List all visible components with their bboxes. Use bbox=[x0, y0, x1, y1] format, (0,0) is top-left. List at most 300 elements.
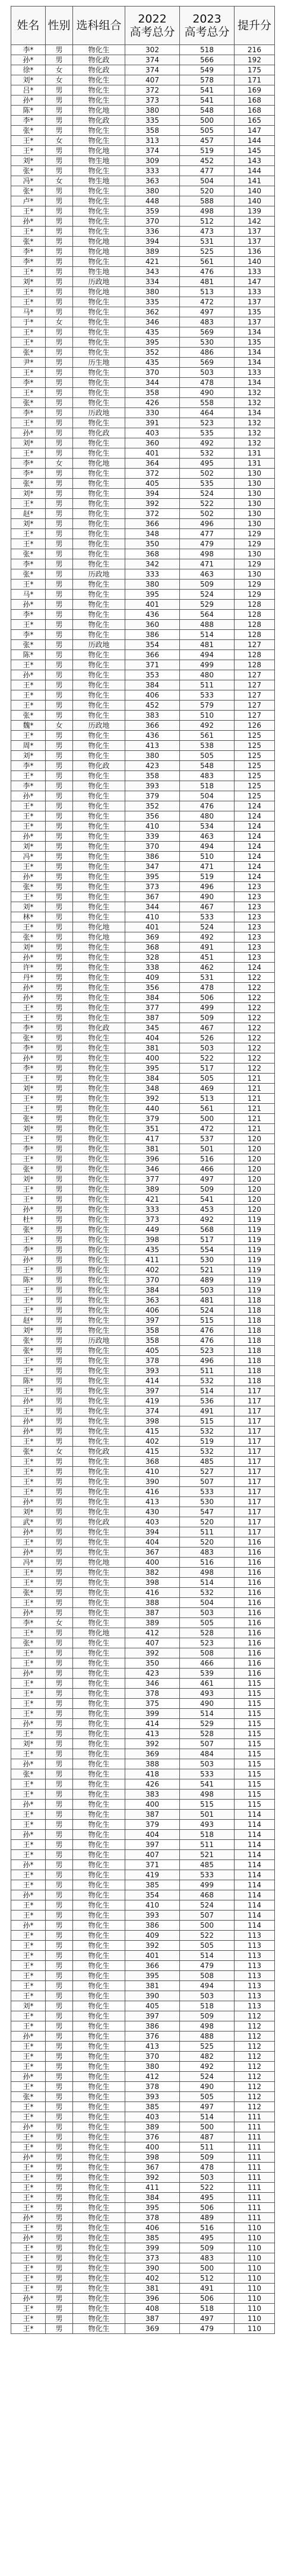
cell-subject-combo: 物化生 bbox=[73, 1719, 125, 1729]
cell-2023-score: 498 bbox=[180, 1568, 235, 1578]
cell-gender: 男 bbox=[46, 2042, 73, 2052]
cell-subject-combo: 物化生 bbox=[73, 811, 125, 821]
cell-gender: 男 bbox=[46, 1184, 73, 1195]
cell-subject-combo: 物生地 bbox=[73, 267, 125, 277]
cell-2023-score: 518 bbox=[180, 1830, 235, 1840]
cell-gender: 男 bbox=[46, 1154, 73, 1164]
cell-2022-score: 409 bbox=[125, 1931, 180, 1941]
cell-subject-combo: 物化生 bbox=[73, 2052, 125, 2062]
cell-gender: 男 bbox=[46, 307, 73, 317]
cell-gender: 男 bbox=[46, 2062, 73, 2072]
cell-2023-score: 482 bbox=[180, 2052, 235, 2062]
cell-name: 张* bbox=[11, 549, 46, 559]
cell-subject-combo: 物化生 bbox=[73, 1124, 125, 1134]
cell-gender: 男 bbox=[46, 2163, 73, 2173]
table-row bbox=[11, 267, 275, 277]
cell-subject-combo: 物化生 bbox=[73, 469, 125, 479]
cell-gender: 男 bbox=[46, 1205, 73, 1215]
cell-2022-score: 367 bbox=[125, 2163, 180, 2173]
cell-name: 刘* bbox=[11, 1124, 46, 1134]
cell-improvement: 124 bbox=[235, 821, 275, 832]
cell-gender: 男 bbox=[46, 2072, 73, 2082]
cell-2022-score: 419 bbox=[125, 1396, 180, 1406]
cell-improvement: 123 bbox=[235, 922, 275, 932]
cell-2022-score: 394 bbox=[125, 237, 180, 247]
cell-2023-score: 561 bbox=[180, 731, 235, 741]
cell-subject-combo: 物化生 bbox=[73, 1890, 125, 1900]
cell-2022-score: 384 bbox=[125, 2193, 180, 2203]
cell-improvement: 113 bbox=[235, 1941, 275, 1951]
cell-subject-combo: 物化生 bbox=[73, 126, 125, 136]
cell-2023-score: 548 bbox=[180, 761, 235, 771]
table-row bbox=[11, 257, 275, 267]
cell-improvement: 144 bbox=[235, 136, 275, 146]
cell-improvement: 115 bbox=[235, 1699, 275, 1709]
cell-2023-score: 500 bbox=[180, 1921, 235, 1931]
table-row bbox=[11, 1437, 275, 1447]
table-row bbox=[11, 2072, 275, 2082]
cell-2023-score: 498 bbox=[180, 549, 235, 559]
table-row bbox=[11, 1880, 275, 1890]
cell-2022-score: 394 bbox=[125, 489, 180, 499]
cell-subject-combo: 物化生 bbox=[73, 579, 125, 590]
cell-gender: 男 bbox=[46, 2092, 73, 2102]
cell-subject-combo: 物化生 bbox=[73, 297, 125, 307]
cell-name: 王* bbox=[11, 539, 46, 549]
cell-name: 张* bbox=[11, 640, 46, 650]
cell-gender: 男 bbox=[46, 660, 73, 670]
table-row bbox=[11, 993, 275, 1003]
cell-subject-combo: 物化生 bbox=[73, 2122, 125, 2132]
cell-name: 王* bbox=[11, 2042, 46, 2052]
cell-improvement: 133 bbox=[235, 267, 275, 277]
cell-gender: 男 bbox=[46, 1386, 73, 1396]
cell-2022-score: 373 bbox=[125, 2253, 180, 2263]
cell-gender: 男 bbox=[46, 1910, 73, 1921]
cell-name: 孙* bbox=[11, 1890, 46, 1900]
cell-name: 李* bbox=[11, 469, 46, 479]
cell-2022-score: 400 bbox=[125, 2142, 180, 2152]
cell-gender: 女 bbox=[46, 1618, 73, 1628]
cell-subject-combo: 物化地 bbox=[73, 287, 125, 297]
cell-2022-score: 407 bbox=[125, 1638, 180, 1648]
cell-2022-score: 374 bbox=[125, 55, 180, 65]
cell-2023-score: 499 bbox=[180, 660, 235, 670]
cell-subject-combo: 物化生 bbox=[73, 1789, 125, 1800]
cell-2022-score: 436 bbox=[125, 731, 180, 741]
table-row bbox=[11, 2021, 275, 2031]
cell-name: 王* bbox=[11, 1951, 46, 1961]
table-row bbox=[11, 1013, 275, 1023]
cell-2023-score: 466 bbox=[180, 1658, 235, 1668]
cell-improvement: 168 bbox=[235, 106, 275, 116]
table-row bbox=[11, 821, 275, 832]
table-row bbox=[11, 196, 275, 206]
cell-2022-score: 413 bbox=[125, 741, 180, 751]
cell-2022-score: 302 bbox=[125, 45, 180, 55]
cell-name: 王* bbox=[11, 680, 46, 690]
cell-improvement: 122 bbox=[235, 1033, 275, 1043]
table-row bbox=[11, 953, 275, 963]
cell-improvement: 114 bbox=[235, 1890, 275, 1900]
cell-2022-score: 354 bbox=[125, 1890, 180, 1900]
cell-subject-combo: 物化生 bbox=[73, 983, 125, 993]
table-row bbox=[11, 1033, 275, 1043]
cell-gender: 男 bbox=[46, 1991, 73, 2001]
cell-gender: 男 bbox=[46, 811, 73, 821]
cell-2023-score: 532 bbox=[180, 1447, 235, 1457]
cell-improvement: 129 bbox=[235, 579, 275, 590]
cell-2022-score: 435 bbox=[125, 1245, 180, 1255]
cell-2023-score: 535 bbox=[180, 428, 235, 438]
cell-improvement: 130 bbox=[235, 509, 275, 519]
cell-name: 王* bbox=[11, 2304, 46, 2314]
cell-name: 王* bbox=[11, 2132, 46, 2142]
cell-2023-score: 530 bbox=[180, 1497, 235, 1507]
cell-subject-combo: 物化地 bbox=[73, 247, 125, 257]
cell-2022-score: 403 bbox=[125, 2112, 180, 2122]
cell-improvement: 125 bbox=[235, 791, 275, 801]
cell-gender: 男 bbox=[46, 2223, 73, 2233]
cell-gender: 女 bbox=[46, 136, 73, 146]
table-row bbox=[11, 489, 275, 499]
cell-subject-combo: 物化生 bbox=[73, 448, 125, 458]
cell-subject-combo: 物化生 bbox=[73, 751, 125, 761]
cell-2023-score: 476 bbox=[180, 801, 235, 811]
cell-name: 孙* bbox=[11, 1860, 46, 1870]
header-subject-combo: 选科组合 bbox=[73, 7, 125, 45]
cell-2023-score: 568 bbox=[180, 1225, 235, 1235]
cell-gender: 男 bbox=[46, 1316, 73, 1326]
cell-name: 王* bbox=[11, 418, 46, 428]
cell-improvement: 122 bbox=[235, 1063, 275, 1074]
table-row bbox=[11, 1053, 275, 1063]
cell-improvement: 113 bbox=[235, 1931, 275, 1941]
cell-name: 王* bbox=[11, 297, 46, 307]
cell-improvement: 134 bbox=[235, 408, 275, 418]
table-row bbox=[11, 2031, 275, 2042]
cell-2023-score: 503 bbox=[180, 1608, 235, 1618]
cell-gender: 男 bbox=[46, 1174, 73, 1184]
cell-subject-combo: 物化生 bbox=[73, 882, 125, 892]
table-row bbox=[11, 1910, 275, 1921]
cell-2022-score: 333 bbox=[125, 569, 180, 579]
table-row bbox=[11, 2011, 275, 2021]
cell-name: 张* bbox=[11, 126, 46, 136]
cell-improvement: 110 bbox=[235, 2324, 275, 2334]
cell-subject-combo: 历政地 bbox=[73, 721, 125, 731]
cell-2022-score: 339 bbox=[125, 832, 180, 842]
table-row bbox=[11, 1850, 275, 1860]
cell-2022-score: 356 bbox=[125, 811, 180, 821]
cell-improvement: 120 bbox=[235, 1164, 275, 1174]
cell-improvement: 117 bbox=[235, 1507, 275, 1517]
cell-improvement: 112 bbox=[235, 2021, 275, 2031]
cell-subject-combo: 物化生 bbox=[73, 2163, 125, 2173]
table-row bbox=[11, 2253, 275, 2263]
cell-name: 王* bbox=[11, 801, 46, 811]
cell-2023-score: 498 bbox=[180, 206, 235, 216]
cell-improvement: 132 bbox=[235, 418, 275, 428]
cell-2022-score: 372 bbox=[125, 469, 180, 479]
cell-name: 孙* bbox=[11, 872, 46, 882]
cell-gender: 男 bbox=[46, 600, 73, 610]
cell-gender: 男 bbox=[46, 1507, 73, 1517]
cell-gender: 男 bbox=[46, 2031, 73, 2042]
cell-2023-score: 530 bbox=[180, 1255, 235, 1265]
cell-subject-combo: 物化生 bbox=[73, 549, 125, 559]
cell-gender: 男 bbox=[46, 1467, 73, 1477]
cell-2022-score: 406 bbox=[125, 2223, 180, 2233]
cell-2023-score: 481 bbox=[180, 1295, 235, 1305]
cell-gender: 男 bbox=[46, 479, 73, 489]
cell-subject-combo: 物化生 bbox=[73, 2314, 125, 2324]
cell-name: 刘* bbox=[11, 519, 46, 529]
table-row bbox=[11, 1709, 275, 1719]
cell-subject-combo: 物化生 bbox=[73, 801, 125, 811]
cell-name: 王* bbox=[11, 1689, 46, 1699]
cell-name: 王* bbox=[11, 1578, 46, 1588]
cell-2022-score: 418 bbox=[125, 1769, 180, 1779]
cell-gender: 男 bbox=[46, 348, 73, 358]
cell-improvement: 171 bbox=[235, 75, 275, 85]
cell-gender: 男 bbox=[46, 1023, 73, 1033]
cell-improvement: 112 bbox=[235, 2072, 275, 2082]
cell-subject-combo: 物化生 bbox=[73, 1144, 125, 1154]
cell-name: 杜* bbox=[11, 1215, 46, 1225]
cell-2023-score: 518 bbox=[180, 2304, 235, 2314]
cell-2022-score: 407 bbox=[125, 1850, 180, 1860]
cell-subject-combo: 物化生 bbox=[73, 1346, 125, 1356]
cell-2022-score: 363 bbox=[125, 1295, 180, 1305]
cell-name: 王* bbox=[11, 327, 46, 337]
table-row bbox=[11, 1114, 275, 1124]
table-row bbox=[11, 1164, 275, 1174]
cell-name: 张* bbox=[11, 711, 46, 721]
table-row bbox=[11, 368, 275, 378]
cell-name: 李* bbox=[11, 1144, 46, 1154]
cell-name: 王* bbox=[11, 862, 46, 872]
table-row bbox=[11, 2092, 275, 2102]
cell-2023-score: 492 bbox=[180, 932, 235, 942]
cell-gender: 男 bbox=[46, 1285, 73, 1295]
cell-gender: 男 bbox=[46, 700, 73, 711]
cell-improvement: 126 bbox=[235, 721, 275, 731]
cell-subject-combo: 物化政 bbox=[73, 1023, 125, 1033]
cell-name: 孙* bbox=[11, 2233, 46, 2243]
cell-2022-score: 407 bbox=[125, 75, 180, 85]
cell-improvement: 113 bbox=[235, 1961, 275, 1971]
cell-2022-score: 335 bbox=[125, 116, 180, 126]
cell-2022-score: 426 bbox=[125, 1779, 180, 1789]
cell-gender: 男 bbox=[46, 1487, 73, 1497]
cell-subject-combo: 物化生 bbox=[73, 1467, 125, 1477]
cell-subject-combo: 物化生 bbox=[73, 852, 125, 862]
cell-improvement: 121 bbox=[235, 1114, 275, 1124]
cell-2023-score: 525 bbox=[180, 2042, 235, 2052]
cell-2022-score: 373 bbox=[125, 95, 180, 106]
cell-improvement: 116 bbox=[235, 1608, 275, 1618]
cell-2022-score: 408 bbox=[125, 2304, 180, 2314]
table-row bbox=[11, 922, 275, 932]
cell-improvement: 117 bbox=[235, 1437, 275, 1447]
cell-gender: 男 bbox=[46, 539, 73, 549]
cell-subject-combo: 物化生 bbox=[73, 1033, 125, 1043]
table-row bbox=[11, 1860, 275, 1870]
cell-name: 张* bbox=[11, 1164, 46, 1174]
table-row bbox=[11, 2223, 275, 2233]
cell-gender: 男 bbox=[46, 55, 73, 65]
cell-2023-score: 514 bbox=[180, 1951, 235, 1961]
score-improvement-table bbox=[11, 6, 275, 2334]
table-row bbox=[11, 1820, 275, 1830]
cell-subject-combo: 物化生 bbox=[73, 1800, 125, 1810]
cell-2023-score: 508 bbox=[180, 1971, 235, 1981]
cell-2022-score: 384 bbox=[125, 1074, 180, 1084]
cell-2023-score: 490 bbox=[180, 388, 235, 398]
cell-improvement: 123 bbox=[235, 932, 275, 942]
cell-improvement: 114 bbox=[235, 1910, 275, 1921]
cell-2023-score: 505 bbox=[180, 1618, 235, 1628]
cell-2022-score: 387 bbox=[125, 1608, 180, 1618]
cell-2023-score: 522 bbox=[180, 1053, 235, 1063]
cell-improvement: 124 bbox=[235, 852, 275, 862]
table-row bbox=[11, 559, 275, 569]
table-row bbox=[11, 1396, 275, 1406]
cell-subject-combo: 物化生 bbox=[73, 2042, 125, 2052]
cell-name: 张* bbox=[11, 1336, 46, 1346]
cell-2023-score: 477 bbox=[180, 529, 235, 539]
table-row bbox=[11, 1900, 275, 1910]
cell-name: 李* bbox=[11, 610, 46, 620]
cell-gender: 男 bbox=[46, 1880, 73, 1890]
cell-2022-score: 333 bbox=[125, 166, 180, 176]
cell-2022-score: 364 bbox=[125, 458, 180, 469]
cell-2023-score: 520 bbox=[180, 1537, 235, 1547]
table-row bbox=[11, 771, 275, 781]
cell-improvement: 115 bbox=[235, 1739, 275, 1749]
cell-gender: 男 bbox=[46, 237, 73, 247]
cell-2023-score: 466 bbox=[180, 1164, 235, 1174]
cell-improvement: 111 bbox=[235, 2122, 275, 2132]
cell-name: 孙* bbox=[11, 1608, 46, 1618]
cell-gender: 男 bbox=[46, 610, 73, 620]
cell-2022-score: 401 bbox=[125, 600, 180, 610]
cell-2023-score: 516 bbox=[180, 1154, 235, 1164]
cell-2023-score: 494 bbox=[180, 650, 235, 660]
cell-2023-score: 476 bbox=[180, 1326, 235, 1336]
cell-name: 李* bbox=[11, 458, 46, 469]
cell-improvement: 118 bbox=[235, 1366, 275, 1376]
table-row bbox=[11, 963, 275, 973]
cell-subject-combo: 物化生 bbox=[73, 670, 125, 680]
cell-2022-score: 391 bbox=[125, 418, 180, 428]
cell-2023-score: 523 bbox=[180, 1638, 235, 1648]
cell-subject-combo: 物化生 bbox=[73, 368, 125, 378]
cell-2023-score: 457 bbox=[180, 136, 235, 146]
cell-improvement: 128 bbox=[235, 650, 275, 660]
cell-2023-score: 507 bbox=[180, 1910, 235, 1921]
cell-improvement: 121 bbox=[235, 1074, 275, 1084]
cell-improvement: 142 bbox=[235, 216, 275, 227]
cell-2022-score: 367 bbox=[125, 892, 180, 902]
cell-name: 王* bbox=[11, 388, 46, 398]
cell-name: 张* bbox=[11, 1225, 46, 1235]
cell-improvement: 124 bbox=[235, 872, 275, 882]
cell-improvement: 111 bbox=[235, 2163, 275, 2173]
cell-name: 刘* bbox=[11, 1326, 46, 1336]
cell-gender: 男 bbox=[46, 45, 73, 55]
cell-2023-score: 509 bbox=[180, 1013, 235, 1023]
cell-improvement: 128 bbox=[235, 630, 275, 640]
cell-improvement: 113 bbox=[235, 1991, 275, 2001]
cell-2023-score: 496 bbox=[180, 1356, 235, 1366]
cell-2022-score: 348 bbox=[125, 529, 180, 539]
cell-gender: 男 bbox=[46, 1921, 73, 1931]
cell-2023-score: 524 bbox=[180, 1305, 235, 1316]
cell-2023-score: 501 bbox=[180, 1144, 235, 1154]
cell-improvement: 116 bbox=[235, 1648, 275, 1658]
table-row bbox=[11, 2203, 275, 2213]
cell-name: 孙* bbox=[11, 1759, 46, 1769]
cell-subject-combo: 物化生 bbox=[73, 1860, 125, 1870]
cell-improvement: 111 bbox=[235, 2152, 275, 2163]
cell-2023-score: 471 bbox=[180, 862, 235, 872]
cell-2022-score: 412 bbox=[125, 2072, 180, 2082]
cell-subject-combo: 历政地 bbox=[73, 640, 125, 650]
cell-improvement: 127 bbox=[235, 670, 275, 680]
cell-subject-combo: 物化生 bbox=[73, 1941, 125, 1951]
cell-name: 孙* bbox=[11, 55, 46, 65]
cell-gender: 男 bbox=[46, 1981, 73, 1991]
table-row bbox=[11, 1154, 275, 1164]
cell-2023-score: 495 bbox=[180, 2233, 235, 2243]
cell-improvement: 119 bbox=[235, 1265, 275, 1275]
cell-improvement: 125 bbox=[235, 771, 275, 781]
table-row bbox=[11, 317, 275, 327]
cell-gender: 男 bbox=[46, 85, 73, 95]
cell-2023-score: 453 bbox=[180, 1205, 235, 1215]
cell-name: 孙* bbox=[11, 1527, 46, 1537]
header-improvement: 提升分 bbox=[235, 7, 275, 45]
cell-name: 王* bbox=[11, 529, 46, 539]
cell-improvement: 124 bbox=[235, 832, 275, 842]
cell-name: 李* bbox=[11, 1618, 46, 1628]
cell-2023-score: 452 bbox=[180, 156, 235, 166]
cell-gender: 女 bbox=[46, 176, 73, 186]
cell-gender: 男 bbox=[46, 166, 73, 176]
cell-subject-combo: 物化生 bbox=[73, 1406, 125, 1416]
cell-gender: 男 bbox=[46, 1709, 73, 1719]
table-row bbox=[11, 2294, 275, 2304]
cell-subject-combo: 物化生 bbox=[73, 1174, 125, 1184]
cell-improvement: 110 bbox=[235, 2223, 275, 2233]
cell-improvement: 116 bbox=[235, 1668, 275, 1679]
table-row bbox=[11, 1184, 275, 1195]
table-row bbox=[11, 1003, 275, 1013]
table-row bbox=[11, 388, 275, 398]
cell-2023-score: 554 bbox=[180, 1245, 235, 1255]
cell-gender: 男 bbox=[46, 1648, 73, 1658]
cell-gender: 男 bbox=[46, 2142, 73, 2152]
cell-gender: 男 bbox=[46, 1396, 73, 1406]
cell-subject-combo: 物化生 bbox=[73, 2092, 125, 2102]
cell-improvement: 135 bbox=[235, 337, 275, 348]
cell-subject-combo: 物化生 bbox=[73, 1537, 125, 1547]
table-row bbox=[11, 1326, 275, 1336]
cell-improvement: 122 bbox=[235, 1013, 275, 1023]
table-row bbox=[11, 569, 275, 579]
